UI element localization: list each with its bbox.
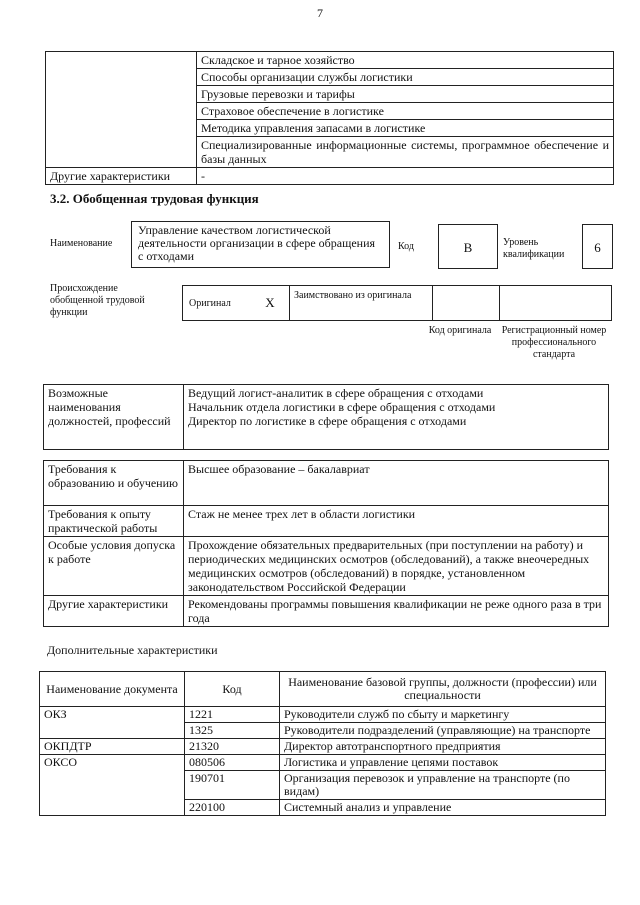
requirement-value: Прохождение обязательных предварительных (при поступлении на работу) и периодических медицинских осмотров (обследований), а также внеочередных медицинских осмотров (обследований) в порядке, установленном законодательством Российской Федерации: [184, 537, 609, 596]
position-item: Директор по логистике в сфере обращения с отходами: [188, 414, 467, 428]
requirement-value: Стаж не менее трех лет в области логистики: [184, 506, 609, 537]
name-cell: Директор автотранспортного предприятия: [280, 739, 606, 755]
doc-cell: ОКСО: [40, 755, 185, 816]
requirements-table: [43, 460, 609, 627]
code-cell: 220100: [185, 800, 280, 816]
registration-number-caption: Регистрационный номер профессионального стандарта: [501, 325, 607, 360]
requirement-value: Рекомендованы программы повышения квалификации не реже одного раза в три года: [184, 596, 609, 627]
registration-number-cell: [500, 286, 612, 321]
code-cell: 1325: [185, 723, 280, 739]
position-item: Начальник отдела логистики в сфере обращения с отходами: [188, 400, 496, 414]
knowledge-label-cell: [46, 52, 197, 168]
qualification-level-box: 6: [582, 224, 613, 269]
origin-table: [182, 285, 612, 321]
requirement-value: Высшее образование – бакалавриат: [184, 461, 609, 506]
knowledge-item: Методика управления запасами в логистике: [197, 120, 614, 137]
name-cell: Организация перевозок и управление на транспорте (по видам): [280, 771, 606, 800]
knowledge-item: Складское и тарное хозяйство: [197, 52, 614, 69]
header-code: Код: [185, 672, 280, 707]
header-document: Наименование документа: [40, 672, 185, 707]
knowledge-item: Страховое обеспечение в логистике: [197, 103, 614, 120]
requirement-label: Требования к опыту практической работы: [44, 506, 184, 537]
original-label: Оригинал: [183, 286, 252, 321]
knowledge-item: Способы организации службы логистики: [197, 69, 614, 86]
position-item: Ведущий логист-аналитик в сфере обращения с отходами: [188, 386, 484, 400]
requirement-label: Другие характеристики: [44, 596, 184, 627]
code-cell: 080506: [185, 755, 280, 771]
original-mark: X: [251, 286, 290, 321]
borrowed-label: Заимствовано из оригинала: [290, 286, 433, 321]
knowledge-item: Специализированные информационные системы, программное обеспечение и базы данных: [197, 137, 614, 168]
positions-table: [43, 384, 609, 450]
positions-label: Возможные наименования должностей, профессий: [44, 385, 184, 450]
origin-label: Происхождение обобщенной трудовой функции: [50, 283, 145, 318]
function-name-box: Управление качеством логистической деятельности организации в сфере обращения с отходами: [131, 221, 390, 268]
name-cell: Системный анализ и управление: [280, 800, 606, 816]
header-name: Наименование базовой группы, должности (профессии) или специальности: [280, 672, 606, 707]
code-label: Код: [398, 241, 414, 252]
doc-cell: ОКПДТР: [40, 739, 185, 755]
name-cell: Руководители служб по сбыту и маркетингу: [280, 707, 606, 723]
code-cell: 21320: [185, 739, 280, 755]
qualification-level-label: Уровень квалификации: [503, 237, 565, 260]
knowledge-table: [45, 51, 614, 185]
additional-characteristics-table: [39, 671, 606, 816]
name-cell: Логистика и управление цепями поставок: [280, 755, 606, 771]
section-title: 3.2. Обобщенная трудовая функция: [50, 191, 259, 206]
code-value-box: B: [438, 224, 498, 269]
knowledge-item: Грузовые перевозки и тарифы: [197, 86, 614, 103]
doc-cell: ОКЗ: [40, 707, 185, 739]
name-label: Наименование: [50, 238, 113, 249]
code-of-original-caption: Код оригинала: [428, 325, 492, 336]
additional-characteristics-title: Дополнительные характеристики: [47, 643, 218, 657]
page-number: 7: [317, 6, 323, 20]
name-cell: Руководители подразделений (управляющие) на транспорте: [280, 723, 606, 739]
requirement-label: Требования к образованию и обучению: [44, 461, 184, 506]
code-of-original-cell: [433, 286, 500, 321]
other-characteristics-value: -: [197, 168, 614, 185]
code-cell: 190701: [185, 771, 280, 800]
code-cell: 1221: [185, 707, 280, 723]
requirement-label: Особые условия допуска к работе: [44, 537, 184, 596]
other-characteristics-label: Другие характеристики: [46, 168, 197, 185]
positions-values: [184, 385, 609, 450]
